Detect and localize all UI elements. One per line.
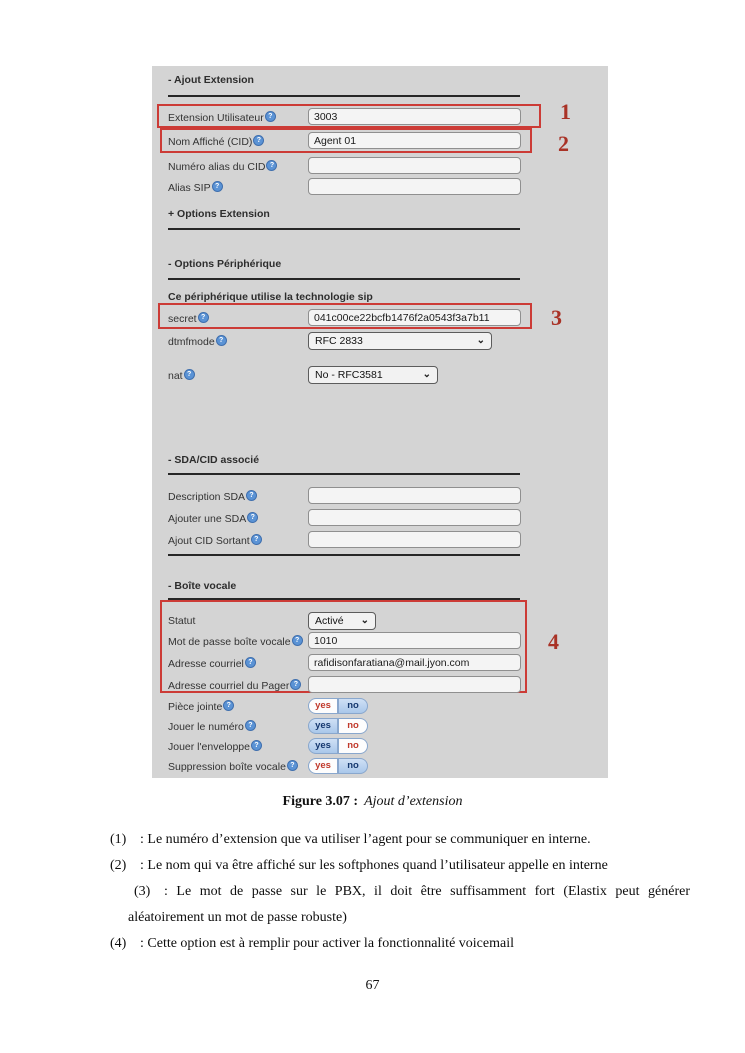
note-text: : Le mot de passe sur le PBX, il doit être suffisamment fort (Elastix peut générer bbox=[164, 884, 690, 899]
extension-utilisateur-input[interactable] bbox=[308, 108, 521, 125]
jouer-numero-label bbox=[168, 720, 256, 733]
piece-jointe-yes-button[interactable]: yes bbox=[308, 698, 338, 714]
help-icon[interactable]: ? bbox=[251, 740, 262, 751]
section-sda-cid: - SDA/CID associé bbox=[168, 454, 260, 466]
section-ajout-extension: - Ajout Extension bbox=[168, 74, 254, 86]
help-icon[interactable]: ? bbox=[266, 160, 277, 171]
suppression-boite-label bbox=[168, 760, 298, 773]
section-options-peripherique: - Options Périphérique bbox=[168, 258, 282, 270]
label-text: Extension Utilisateur bbox=[168, 112, 264, 124]
numero-alias-label bbox=[168, 160, 277, 173]
help-icon[interactable]: ? bbox=[184, 369, 195, 380]
statut-select[interactable] bbox=[308, 612, 376, 630]
suppression-boite-yes-button[interactable]: yes bbox=[308, 758, 338, 774]
jouer-enveloppe-no-button[interactable]: no bbox=[338, 738, 368, 754]
label-text: Numéro alias du CID bbox=[168, 161, 266, 173]
help-icon[interactable]: ? bbox=[287, 760, 298, 771]
label-text: Ajout CID Sortant bbox=[168, 535, 250, 547]
suppression-boite-no-button[interactable]: no bbox=[338, 758, 368, 774]
piece-jointe-label bbox=[168, 700, 234, 713]
dtmfmode-label bbox=[168, 335, 227, 348]
chevron-down-icon: ⌄ bbox=[360, 615, 369, 626]
label-text: dtmfmode bbox=[168, 336, 215, 348]
label-text: nat bbox=[168, 370, 183, 382]
help-icon[interactable]: ? bbox=[292, 635, 303, 646]
divider bbox=[168, 228, 520, 230]
divider bbox=[168, 473, 520, 475]
secret-input[interactable] bbox=[308, 309, 521, 326]
help-icon[interactable]: ? bbox=[212, 181, 223, 192]
chevron-down-icon: ⌄ bbox=[476, 335, 485, 346]
jouer-enveloppe-toggle bbox=[308, 738, 368, 754]
section-options-extension[interactable]: + Options Extension bbox=[168, 208, 270, 220]
label-text: Alias SIP bbox=[168, 182, 211, 194]
piece-jointe-toggle bbox=[308, 698, 368, 714]
peripherique-subtitle: Ce périphérique utilise la technologie sip bbox=[168, 291, 373, 303]
divider bbox=[168, 554, 520, 556]
note-number: (1) bbox=[110, 832, 127, 847]
note-1 bbox=[110, 827, 690, 853]
help-icon[interactable]: ? bbox=[290, 679, 301, 690]
jouer-enveloppe-yes-button[interactable]: yes bbox=[308, 738, 338, 754]
extension-utilisateur-label bbox=[168, 111, 276, 124]
label-text: Nom Affiché (CID) bbox=[168, 136, 253, 148]
label-text: Adresse courriel du Pager bbox=[168, 680, 290, 692]
note-text: : Le nom qui va être affiché sur les softphones quand l’utilisateur appelle en interne bbox=[140, 858, 608, 873]
divider bbox=[168, 95, 520, 97]
ajouter-sda-input[interactable] bbox=[308, 509, 521, 526]
ajouter-sda-label bbox=[168, 512, 258, 525]
label-text: Jouer l'enveloppe bbox=[168, 741, 250, 753]
jouer-enveloppe-label bbox=[168, 740, 262, 753]
numero-alias-input[interactable] bbox=[308, 157, 521, 174]
description-sda-label bbox=[168, 490, 257, 503]
secret-label bbox=[168, 312, 209, 325]
help-icon[interactable]: ? bbox=[223, 700, 234, 711]
dtmfmode-value: RFC 2833 bbox=[315, 335, 363, 347]
jouer-numero-no-button[interactable]: no bbox=[338, 718, 368, 734]
note-number: (3) bbox=[134, 884, 151, 899]
section-boite-vocale: - Boîte vocale bbox=[168, 580, 237, 592]
adresse-courriel-input[interactable] bbox=[308, 654, 521, 671]
annotation-number-4: 4 bbox=[548, 629, 559, 654]
ajout-cid-sortant-input[interactable] bbox=[308, 531, 521, 548]
help-icon[interactable]: ? bbox=[247, 512, 258, 523]
mot-de-passe-input[interactable] bbox=[308, 632, 521, 649]
label-text: Description SDA bbox=[168, 491, 246, 503]
statut-label bbox=[168, 615, 195, 627]
nom-affiche-input[interactable] bbox=[308, 132, 521, 149]
dtmfmode-select[interactable] bbox=[308, 332, 492, 350]
chevron-down-icon: ⌄ bbox=[422, 369, 431, 380]
note-number: (2) bbox=[110, 858, 127, 873]
label-text: Ajouter une SDA bbox=[168, 513, 247, 525]
help-icon[interactable]: ? bbox=[216, 335, 227, 346]
nat-label bbox=[168, 369, 195, 382]
note-4 bbox=[110, 931, 690, 957]
label-text: Statut bbox=[168, 615, 196, 627]
label-text: Suppression boîte vocale bbox=[168, 761, 286, 773]
description-sda-input[interactable] bbox=[308, 487, 521, 504]
mot-de-passe-label bbox=[168, 635, 303, 648]
help-icon[interactable]: ? bbox=[265, 111, 276, 122]
help-icon[interactable]: ? bbox=[253, 135, 264, 146]
figure-notes bbox=[110, 827, 690, 957]
note-2 bbox=[110, 853, 690, 879]
help-icon[interactable]: ? bbox=[198, 312, 209, 323]
extension-form-screenshot bbox=[152, 66, 608, 778]
annotation-number-1: 1 bbox=[560, 99, 571, 124]
label-text: secret bbox=[168, 313, 197, 325]
statut-value: Activé bbox=[315, 615, 344, 627]
label-text: Jouer le numéro bbox=[168, 721, 244, 733]
help-icon[interactable]: ? bbox=[251, 534, 262, 545]
label-text: Adresse courriel bbox=[168, 658, 244, 670]
adresse-courriel-label bbox=[168, 657, 256, 670]
ajout-cid-sortant-label bbox=[168, 534, 262, 547]
note-text: : Cette option est à remplir pour activer la fonctionnalité voicemail bbox=[140, 936, 514, 951]
piece-jointe-no-button[interactable]: no bbox=[338, 698, 368, 714]
figure-caption bbox=[0, 794, 745, 810]
nat-value: No - RFC3581 bbox=[315, 369, 383, 381]
jouer-numero-toggle bbox=[308, 718, 368, 734]
nat-select[interactable] bbox=[308, 366, 438, 384]
annotation-number-3: 3 bbox=[551, 305, 562, 330]
adresse-pager-label bbox=[168, 679, 301, 692]
label-text: Pièce jointe bbox=[168, 701, 223, 713]
help-icon[interactable]: ? bbox=[245, 720, 256, 731]
figure-label: Figure 3.07 : bbox=[282, 794, 359, 809]
note-text: : Le numéro d’extension que va utiliser l’agent pour se communiquer en interne. bbox=[140, 832, 591, 847]
figure-title: Ajout d’extension bbox=[364, 794, 463, 809]
divider bbox=[168, 278, 520, 280]
alias-sip-input[interactable] bbox=[308, 178, 521, 195]
adresse-pager-input[interactable] bbox=[308, 676, 521, 693]
help-icon[interactable]: ? bbox=[246, 490, 257, 501]
annotation-number-2: 2 bbox=[558, 131, 569, 156]
alias-sip-label bbox=[168, 181, 223, 194]
note-text-continued: aléatoirement un mot de passe robuste) bbox=[128, 910, 347, 925]
suppression-boite-toggle bbox=[308, 758, 368, 774]
note-3 bbox=[110, 879, 690, 931]
label-text: Mot de passe boîte vocale bbox=[168, 636, 291, 648]
jouer-numero-yes-button[interactable]: yes bbox=[308, 718, 338, 734]
note-number: (4) bbox=[110, 936, 127, 951]
page-number: 67 bbox=[365, 978, 380, 993]
help-icon[interactable]: ? bbox=[245, 657, 256, 668]
nom-affiche-label bbox=[168, 135, 264, 148]
